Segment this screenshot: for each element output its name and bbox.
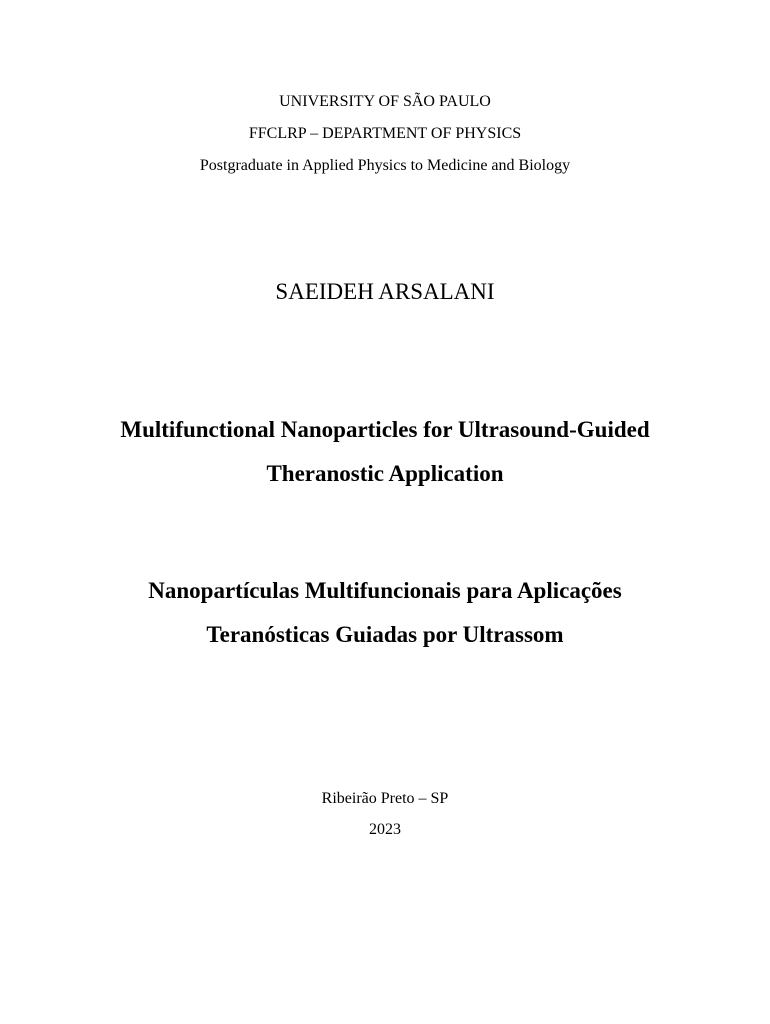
department-name: FFCLRP – DEPARTMENT OF PHYSICS <box>248 125 522 142</box>
program-name: Postgraduate in Applied Physics to Medicine and Biology <box>199 157 571 174</box>
author-name: SAEIDEH ARSALANI <box>275 279 495 304</box>
university-name: UNIVERSITY OF SÃO PAULO <box>279 93 491 110</box>
title-english-line-1: Multifunctional Nanoparticles for Ultrasound-Guided <box>120 417 650 442</box>
location: Ribeirão Preto – SP <box>321 790 449 807</box>
year: 2023 <box>369 821 401 838</box>
title-portuguese-line-1: Nanopartículas Multifuncionais para Aplicações <box>148 578 622 603</box>
title-english-line-2: Theranostic Application <box>266 461 504 486</box>
title-portuguese-line-2: Teranósticas Guiadas por Ultrassom <box>206 622 564 647</box>
